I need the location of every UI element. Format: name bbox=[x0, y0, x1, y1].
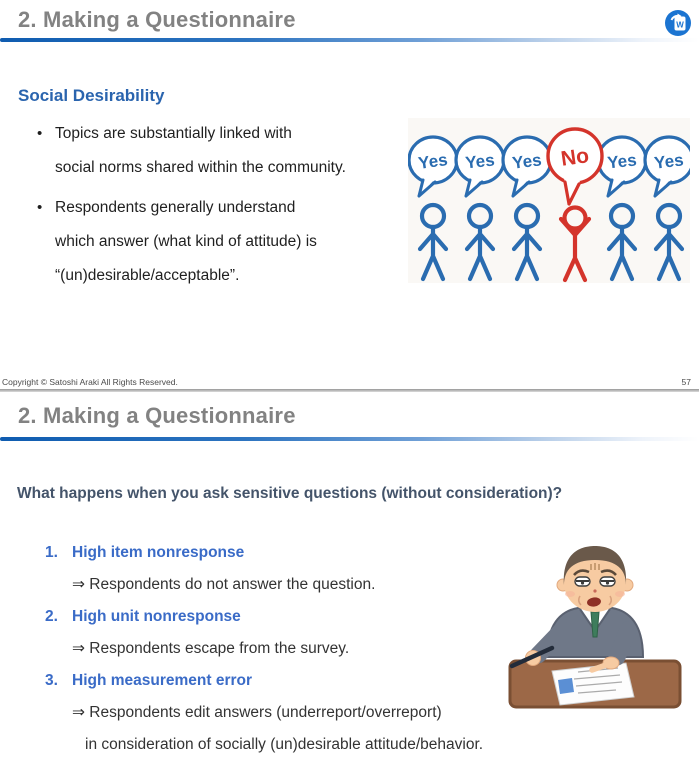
bullet-item bbox=[37, 117, 402, 185]
bubble-text-no: No bbox=[559, 144, 591, 171]
stick-figure-blue bbox=[420, 205, 446, 279]
list-item-number: 1. bbox=[45, 544, 58, 561]
list-item-title: 1. High item nonresponse bbox=[45, 537, 483, 569]
list-item-detail: ⇒ Respondents escape from the survey. bbox=[72, 640, 350, 657]
bullet-line: Topics are substantially linked with bbox=[55, 125, 292, 142]
troubled-respondent-illustration bbox=[500, 533, 690, 718]
yes-no-stick-figures-illustration bbox=[408, 118, 690, 283]
list-item-title: 2. High unit nonresponse bbox=[45, 601, 483, 633]
stick-figure-blue bbox=[609, 205, 635, 279]
list-item-title: 3. High measurement error bbox=[45, 665, 483, 697]
list-item-detail-continued: in consideration of socially (un)desirable attitude/behavior. bbox=[85, 736, 484, 753]
stick-figure-blue bbox=[514, 205, 540, 279]
list-item-number: 2. bbox=[45, 608, 58, 625]
page-number: 57 bbox=[681, 377, 691, 387]
section-title: Social Desirability bbox=[18, 86, 165, 105]
bullet-dot-icon: • bbox=[37, 125, 43, 142]
badge-letter: W bbox=[676, 20, 684, 30]
bullet-line: Respondents generally understand bbox=[55, 199, 296, 216]
stick-figure-blue bbox=[467, 205, 493, 279]
stick-figure-blue bbox=[656, 205, 682, 279]
bullet-line: which answer (what kind of attitude) is bbox=[55, 233, 317, 250]
bullet-line: “(un)desirable/acceptable”. bbox=[55, 267, 240, 284]
face bbox=[557, 546, 633, 612]
slide1-title: 2. Making a Questionnaire bbox=[18, 7, 296, 32]
stick-figure-no-red bbox=[561, 208, 589, 281]
copyright-text: Copyright © Satoshi Araki All Rights Reserved. bbox=[2, 377, 178, 387]
bubble-text-yes: Yes bbox=[606, 150, 638, 173]
bubble-text-yes: Yes bbox=[417, 150, 449, 173]
slide2-title: 2. Making a Questionnaire bbox=[18, 403, 296, 428]
slide1-header-rule bbox=[0, 38, 699, 42]
list-item-number: 3. bbox=[45, 672, 58, 689]
numbered-list bbox=[45, 537, 483, 761]
word-document-badge-icon bbox=[664, 9, 692, 37]
bullet-dot-icon: • bbox=[37, 199, 43, 216]
bullet-line: social norms shared within the community. bbox=[55, 159, 346, 176]
slide-divider bbox=[0, 389, 699, 392]
question-heading: What happens when you ask sensitive questions (without consideration)? bbox=[17, 485, 563, 502]
bubble-text-yes: Yes bbox=[464, 150, 496, 173]
bubble-text-yes: Yes bbox=[653, 150, 685, 173]
bullet-item bbox=[37, 191, 402, 293]
list-item-detail: ⇒ Respondents edit answers (underreport/overreport) bbox=[72, 704, 442, 721]
slide2-header-rule bbox=[0, 437, 699, 441]
bullet-list bbox=[37, 117, 402, 299]
bubble-text-yes: Yes bbox=[511, 150, 543, 173]
list-item-detail: ⇒ Respondents do not answer the question. bbox=[72, 576, 376, 593]
